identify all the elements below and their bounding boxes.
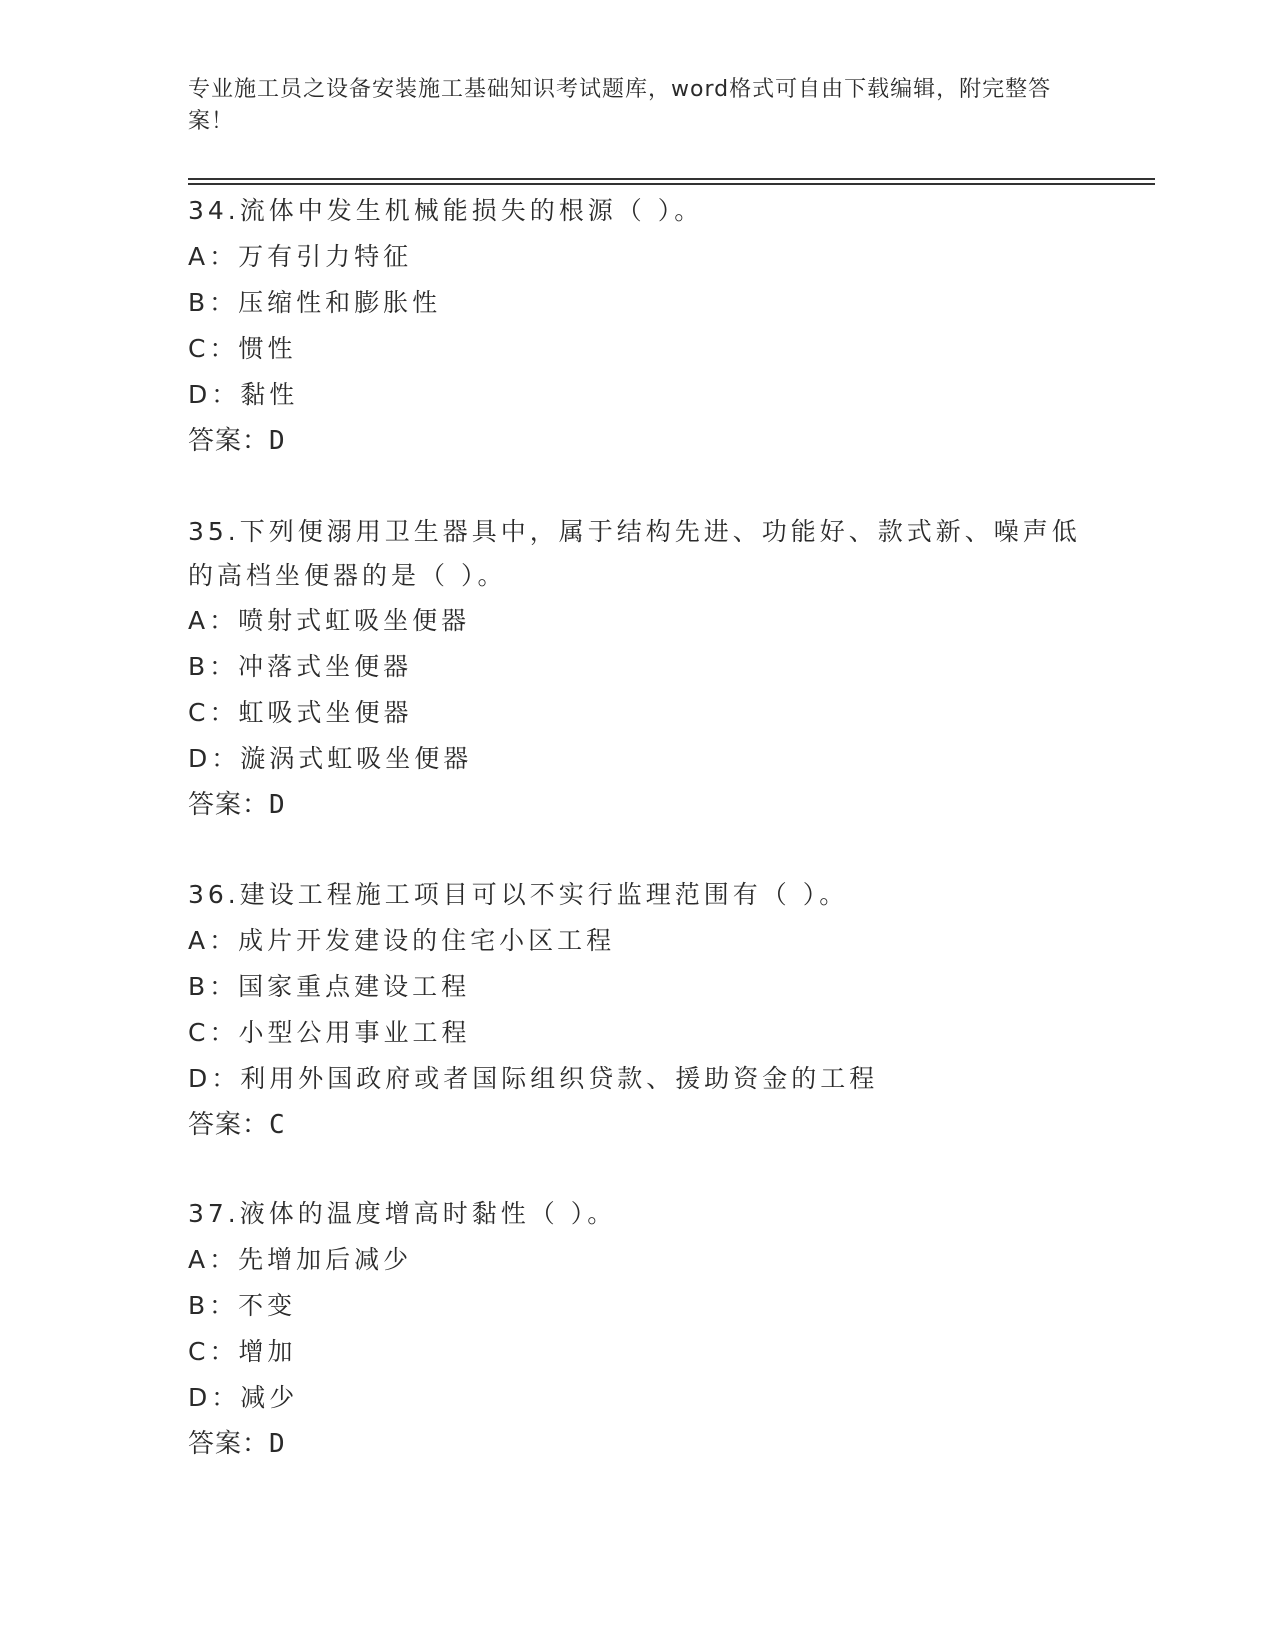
answer-line	[188, 782, 1088, 828]
option-key: D：	[188, 744, 241, 773]
document-header: 专业施工员之设备安装施工基础知识考试题库，word格式可自由下载编辑，附完整答案！	[188, 77, 1052, 134]
option-b	[188, 964, 1088, 1010]
option-d	[188, 1375, 1088, 1421]
answer-value: D	[269, 790, 286, 820]
option-d	[188, 1056, 1088, 1102]
option-text: 喷射式虹吸坐便器	[238, 606, 471, 635]
option-b	[188, 1283, 1088, 1329]
option-key: C：	[188, 1337, 239, 1366]
option-text: 利用外国政府或者国际组织贷款、援助资金的工程	[240, 1064, 879, 1093]
question-36	[188, 872, 1088, 1148]
answer-value: D	[269, 1429, 286, 1459]
answer-label: 答案：	[188, 1110, 270, 1140]
option-text: 黏性	[240, 380, 299, 409]
answer-label: 答案：	[188, 426, 270, 456]
question-stem: 34.流体中发生机械能损失的根源（ ）。	[188, 196, 704, 225]
option-text: 国家重点建设工程	[238, 972, 471, 1001]
option-key: C：	[188, 334, 239, 363]
option-key: B：	[188, 288, 239, 317]
option-c	[188, 1329, 1088, 1375]
option-text: 冲落式坐便器	[238, 652, 413, 681]
answer-line	[188, 1102, 1088, 1148]
answer-line	[188, 1421, 1088, 1467]
option-text: 小型公用事业工程	[238, 1018, 471, 1047]
option-text: 压缩性和膨胀性	[238, 288, 442, 317]
question-stem: 36.建设工程施工项目可以不实行监理范围有（ ）。	[188, 880, 849, 909]
option-text: 先增加后减少	[238, 1245, 413, 1274]
option-text: 惯性	[238, 334, 297, 363]
option-c	[188, 326, 1088, 372]
question-35	[188, 510, 1088, 828]
option-text: 不变	[238, 1291, 297, 1320]
header-divider-bottom	[188, 183, 1155, 185]
option-c	[188, 690, 1088, 736]
option-text: 虹吸式坐便器	[238, 698, 413, 727]
option-key: D：	[188, 380, 241, 409]
option-c	[188, 1010, 1088, 1056]
option-b	[188, 280, 1088, 326]
question-37	[188, 1191, 1088, 1467]
option-text: 漩涡式虹吸坐便器	[240, 744, 473, 773]
option-text: 增加	[238, 1337, 297, 1366]
option-key: B：	[188, 1291, 239, 1320]
option-key: A：	[188, 242, 239, 271]
option-key: C：	[188, 1018, 239, 1047]
option-text: 减少	[240, 1383, 299, 1412]
option-key: A：	[188, 606, 239, 635]
answer-line	[188, 418, 1088, 464]
question-34	[188, 188, 1088, 464]
option-text: 万有引力特征	[238, 242, 413, 271]
option-key: A：	[188, 926, 239, 955]
answer-value: D	[269, 426, 286, 456]
answer-value: C	[269, 1110, 286, 1140]
option-key: C：	[188, 698, 239, 727]
header-divider-top	[188, 178, 1155, 180]
option-d	[188, 736, 1088, 782]
option-key: D：	[188, 1064, 241, 1093]
option-key: B：	[188, 972, 239, 1001]
question-stem: 35.下列便溺用卫生器具中，属于结构先进、功能好、款式新、噪声低的高档坐便器的是（ ）。	[188, 517, 1081, 590]
option-d	[188, 372, 1088, 418]
question-stem: 37.液体的温度增高时黏性（ ）。	[188, 1199, 617, 1228]
option-a	[188, 598, 1088, 644]
option-key: A：	[188, 1245, 239, 1274]
option-text: 成片开发建设的住宅小区工程	[238, 926, 616, 955]
option-key: D：	[188, 1383, 241, 1412]
option-b	[188, 644, 1088, 690]
answer-label: 答案：	[188, 790, 270, 820]
option-a	[188, 918, 1088, 964]
option-a	[188, 234, 1088, 280]
option-a	[188, 1237, 1088, 1283]
answer-label: 答案：	[188, 1429, 270, 1459]
option-key: B：	[188, 652, 239, 681]
